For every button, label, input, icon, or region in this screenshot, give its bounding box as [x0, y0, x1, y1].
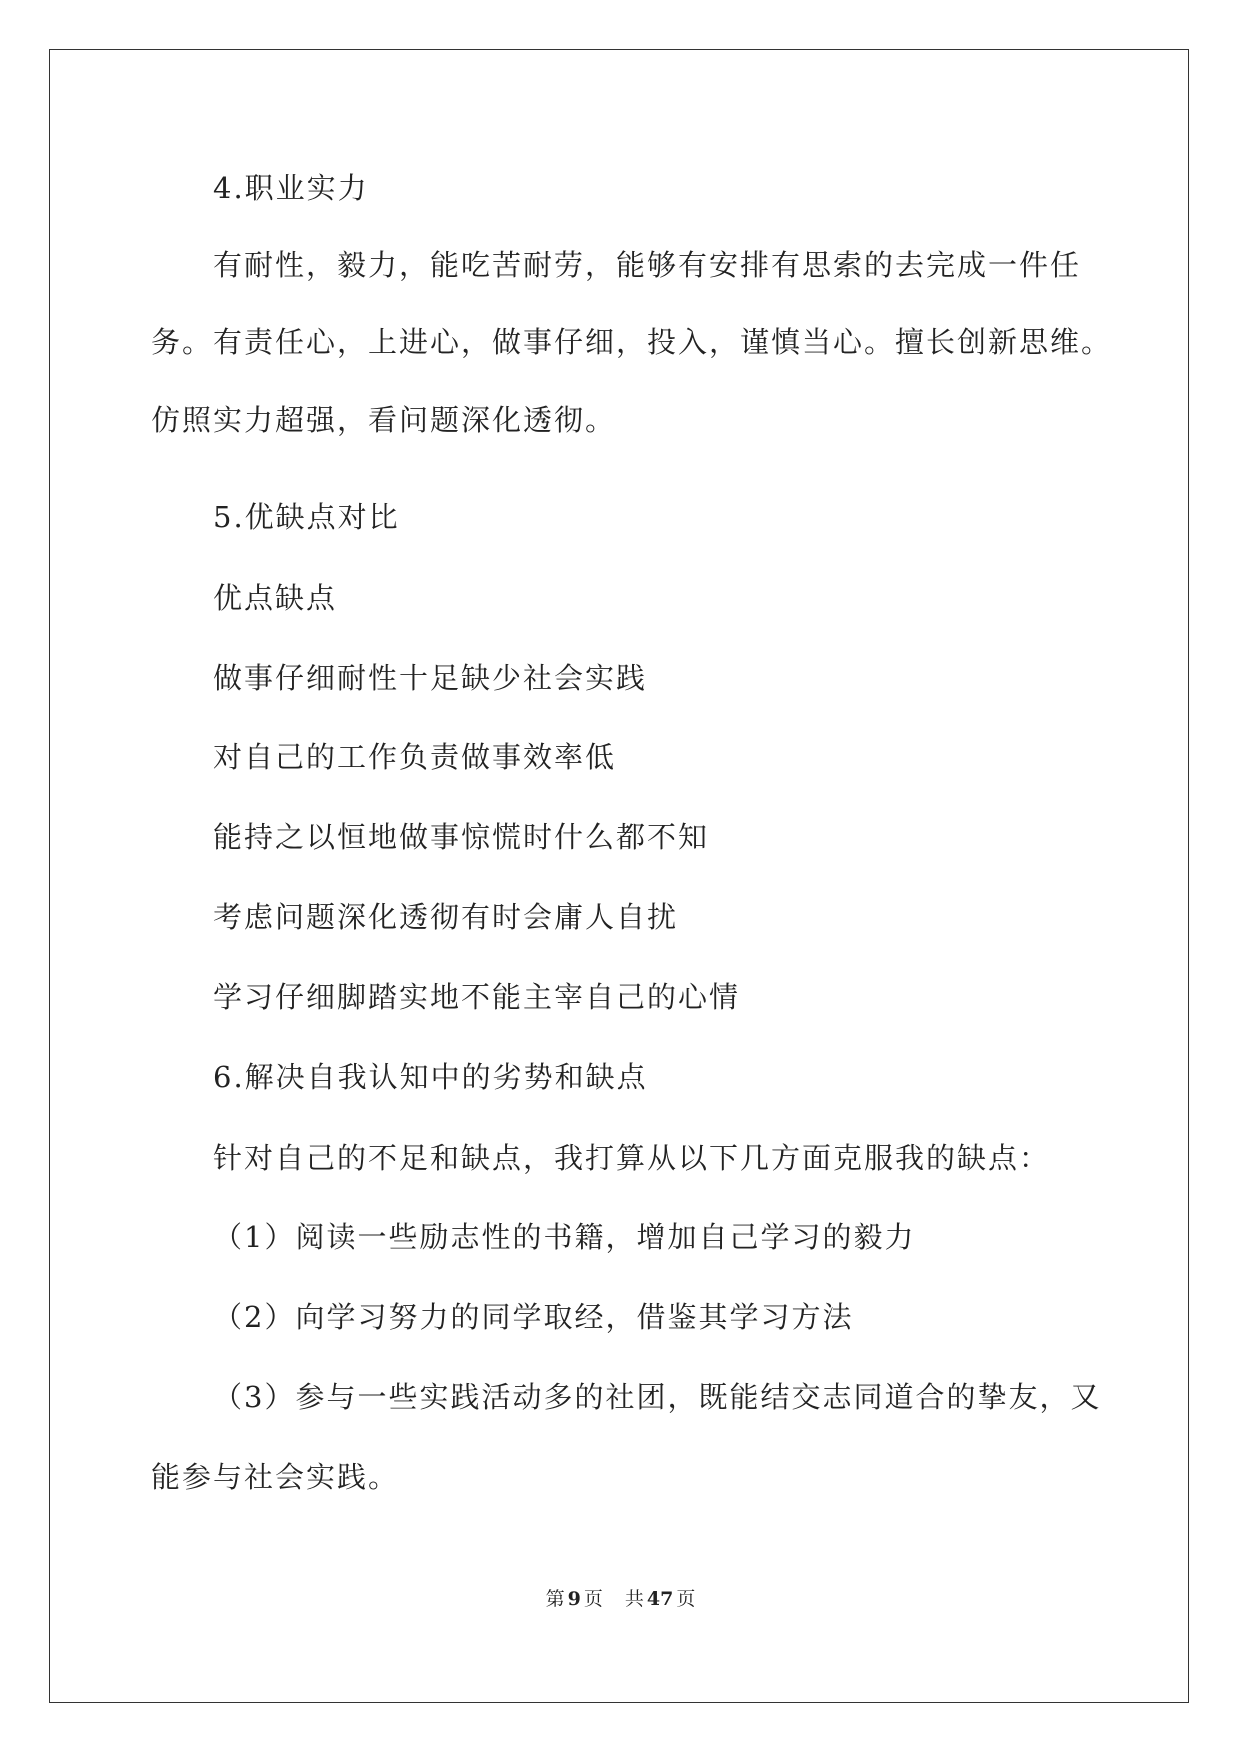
- table-header-line: 优点缺点: [213, 581, 338, 615]
- paragraph-line: 有耐性，毅力，能吃苦耐劳，能够有安排有思索的去完成一件任: [213, 248, 1082, 282]
- paragraph-line: 针对自己的不足和缺点，我打算从以下几方面克服我的缺点：: [213, 1141, 1051, 1175]
- list-item: （1）阅读一些励志性的书籍，增加自己学习的毅力: [213, 1220, 916, 1254]
- current-page-number: 9: [567, 1588, 581, 1610]
- comparison-line: 做事仔细耐性十足缺少社会实践: [213, 661, 648, 695]
- comparison-line: 学习仔细脚踏实地不能主宰自己的心情: [213, 980, 741, 1014]
- page-footer: [0, 1585, 1241, 1613]
- section-heading-6: 6.解决自我认知中的劣势和缺点: [213, 1060, 648, 1094]
- comparison-line: 对自己的工作负责做事效率低: [213, 740, 617, 774]
- comparison-line: 考虑问题深化透彻有时会庸人自扰: [213, 900, 679, 934]
- footer-total-prefix: 共: [624, 1588, 644, 1610]
- footer-prefix: 第: [545, 1588, 565, 1610]
- footer-total-suffix: 页: [676, 1588, 696, 1610]
- list-item: （3）参与一些实践活动多的社团，既能结交志同道合的挚友，又: [213, 1380, 1102, 1414]
- total-page-number: 47: [646, 1588, 674, 1610]
- list-item: （2）向学习努力的同学取经，借鉴其学习方法: [213, 1300, 854, 1334]
- section-heading-4: 4.职业实力: [213, 171, 369, 205]
- section-heading-5: 5.优缺点对比: [213, 500, 400, 534]
- paragraph-line: 仿照实力超强，看问题深化透彻。: [151, 403, 617, 437]
- paragraph-line: 能参与社会实践。: [151, 1460, 400, 1494]
- footer-page-suffix: 页: [583, 1588, 603, 1610]
- page-border: [49, 49, 1189, 1703]
- paragraph-line: 务。有责任心，上进心，做事仔细，投入，谨慎当心。擅长创新思维。: [151, 325, 1113, 359]
- comparison-line: 能持之以恒地做事惊慌时什么都不知: [213, 820, 710, 854]
